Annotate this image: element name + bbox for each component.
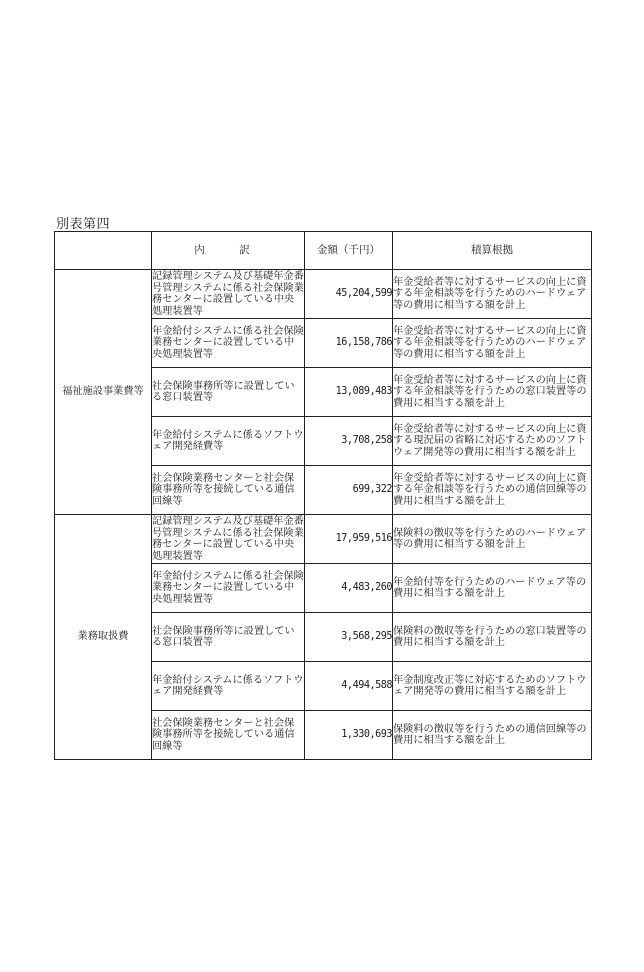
amount-cell: 4,494,588	[305, 662, 393, 711]
amount-cell: 17,959,516	[305, 515, 393, 564]
item-cell: 年金給付システムに係るソフトウェア開発経費等	[152, 417, 305, 466]
amount-cell: 45,204,599	[305, 270, 393, 319]
item-cell: 記録管理システム及び基礎年金番号管理システムに係る社会保険業務センターに設置している中央処理装置等	[152, 271, 304, 317]
item-cell: 社会保険業務センターと社会保険事務所等を接続している通信回線等	[152, 711, 305, 760]
basis-cell: 年金給付等を行うためのハードウェア等の費用に相当する額を計上	[393, 564, 592, 613]
basis-cell: 年金受給者等に対するサービスの向上に資する現況届の省略に対応するためのソフトウェア開発等の費用に相当する額を計上	[393, 417, 592, 466]
amount-cell: 3,708,258	[305, 417, 393, 466]
amount-cell: 699,322	[305, 466, 393, 515]
item-cell: 社会保険業務センターと社会保険事務所等を接続している通信回線等	[152, 466, 305, 515]
basis-cell: 保険料の徴収等を行うための窓口装置等の費用に相当する額を計上	[393, 613, 592, 662]
basis-cell: 年金受給者等に対するサービスの向上に資する年金相談等を行うためのハードウェア等の費用に相当する額を計上	[393, 319, 592, 368]
item-cell: 年金給付システムに係る社会保険業務センターに設置している中央処理装置等	[152, 319, 305, 368]
basis-cell: 年金受給者等に対するサービスの向上に資する年金相談等を行うためのハードウェア等の費用に相当する額を計上	[393, 270, 592, 319]
amount-cell: 3,568,295	[305, 613, 393, 662]
header-item: 内 訳	[152, 232, 305, 270]
item-cell: 社会保険事務所等に設置している窓口装置等	[152, 368, 305, 417]
amount-cell: 4,483,260	[305, 564, 393, 613]
budget-table	[54, 231, 592, 760]
item-cell: 社会保険事務所等に設置している窓口装置等	[152, 613, 305, 662]
basis-cell: 保険料の徴収等を行うためのハードウェア等の費用に相当する額を計上	[393, 515, 592, 564]
amount-cell: 13,089,483	[305, 368, 393, 417]
item-cell: 記録管理システム及び基礎年金番号管理システムに係る社会保険業務センターに設置している中央処理装置等	[152, 516, 304, 562]
table-caption: 別表第四	[56, 217, 111, 232]
basis-cell: 年金受給者等に対するサービスの向上に資する年金相談等を行うための通信回線等の費用に相当する額を計上	[393, 466, 592, 515]
table-row	[55, 270, 592, 319]
amount-cell: 16,158,786	[305, 319, 393, 368]
table-header-row	[55, 232, 592, 270]
header-category	[55, 232, 152, 270]
category-cell: 福祉施設事業費等	[55, 270, 152, 515]
basis-cell: 保険料の徴収等を行うための通信回線等の費用に相当する額を計上	[393, 711, 592, 760]
basis-cell: 年金受給者等に対するサービスの向上に資する年金相談等を行うための窓口装置等の費用に相当する額を計上	[393, 368, 592, 417]
basis-cell: 年金制度改正等に対応するためのソフトウェア開発等の費用に相当する額を計上	[393, 662, 592, 711]
header-amount: 金額（千円）	[305, 232, 393, 270]
item-cell: 年金給付システムに係る社会保険業務センターに設置している中央処理装置等	[152, 564, 305, 613]
category-cell: 業務取扱費	[55, 515, 152, 760]
header-basis: 積算根拠	[393, 232, 592, 270]
item-cell: 年金給付システムに係るソフトウェア開発経費等	[152, 662, 305, 711]
table-row	[55, 515, 592, 564]
amount-cell: 1,330,693	[305, 711, 393, 760]
